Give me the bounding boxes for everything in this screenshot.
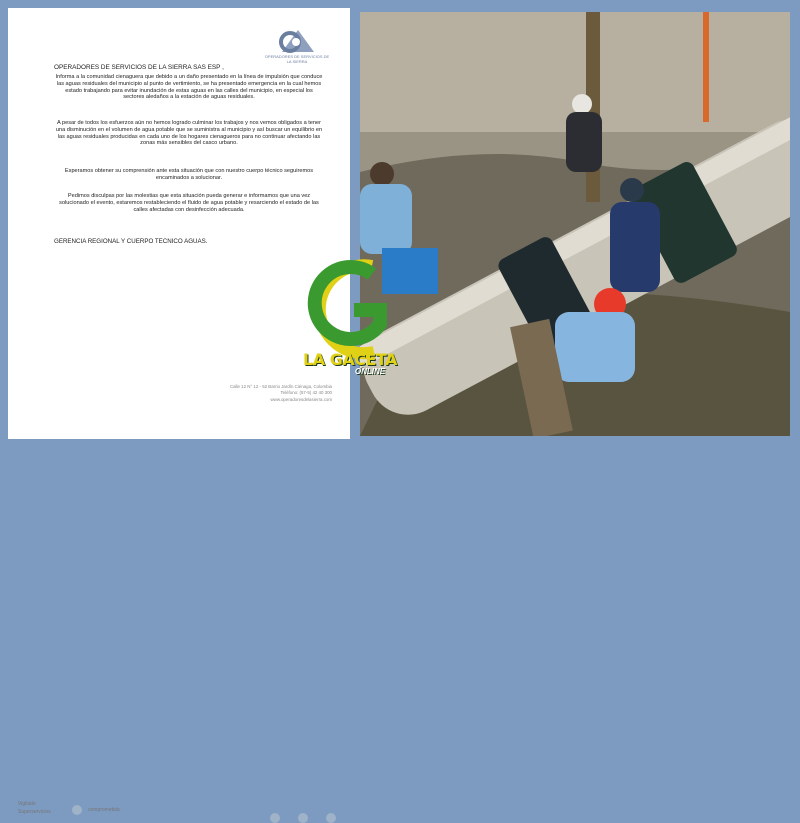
brand-name: LA GACETA — [303, 350, 397, 369]
address-line-street: Calle 12 N° 12 - 52 Barrio Jardín Ciénaga, Colombia — [229, 384, 332, 389]
document-footer — [8, 405, 350, 815]
brand-tagline: ONLINE — [354, 367, 386, 376]
seal-icon — [72, 805, 82, 815]
document-signature: GERENCIA REGIONAL Y CUERPO TECNICO AGUAS. — [54, 238, 208, 245]
communique-document — [8, 8, 350, 815]
comprometida-text: comprometida — [88, 807, 120, 813]
paragraph-4: Pedimos disculpas por las molestias que esta situación pueda generar e informamos que una vez solucionado el evento, estaremos restableciendo el fluido de agua potable y resarciendo el estado de las calles afectadas con desinfección adecuada. — [59, 193, 319, 213]
company-logo — [262, 26, 332, 64]
paragraph-2: A pesar de todos los esfuerzos aún no hemos logrado culminar los trabajos y nos vemos obligados a tener una disminución en el volumen de agua potable que se suministra al municipio y así buscar un equilibrio en las aguas residuales producidas en cada uno de los hogares cienagueros para no continuar afectando las zonas más sensibles del casco urbano. — [55, 120, 323, 147]
social-icon-2 — [298, 813, 308, 823]
social-icon-3 — [326, 813, 336, 823]
document-heading: OPERADORES DE SERVICIOS DE LA SIERRA SAS ESP , — [54, 64, 224, 71]
mountain-logo-icon — [274, 26, 320, 54]
vigilado-text: Vigilado — [18, 801, 36, 807]
la-gaceta-wordmark — [300, 352, 400, 376]
social-icon-1 — [270, 813, 280, 823]
address-line-phone: Teléfono: (57-5) 42 40 300 — [280, 390, 332, 396]
superservicios-text: Superservicios — [18, 809, 51, 815]
pipe-repair-photo — [360, 12, 790, 436]
excavation-scene — [360, 12, 790, 436]
paragraph-3: Esperamos obtener su comprensión ante esta situación que con nuestro cuerpo técnico seguiremos encaminados a solucionar. — [64, 168, 314, 181]
address-block — [172, 384, 332, 403]
address-line-web: www.operadoresdelasierra.com — [270, 396, 332, 402]
logo-caption: OPERADORES DE SERVICIOS DE LA SIERRA — [264, 54, 330, 64]
paragraph-1: Informa a la comunidad cienaguera que debido a un daño presentado en la línea de impulsión que conduce las aguas residuales del municipio al punto de vertimiento, se ha presentado emergencia en la cual hemos estado trabajando para evitar inundación de estas aguas en las calles del municipio, en especial los sectores aledaños a la estación de aguas residuales. — [55, 74, 323, 101]
